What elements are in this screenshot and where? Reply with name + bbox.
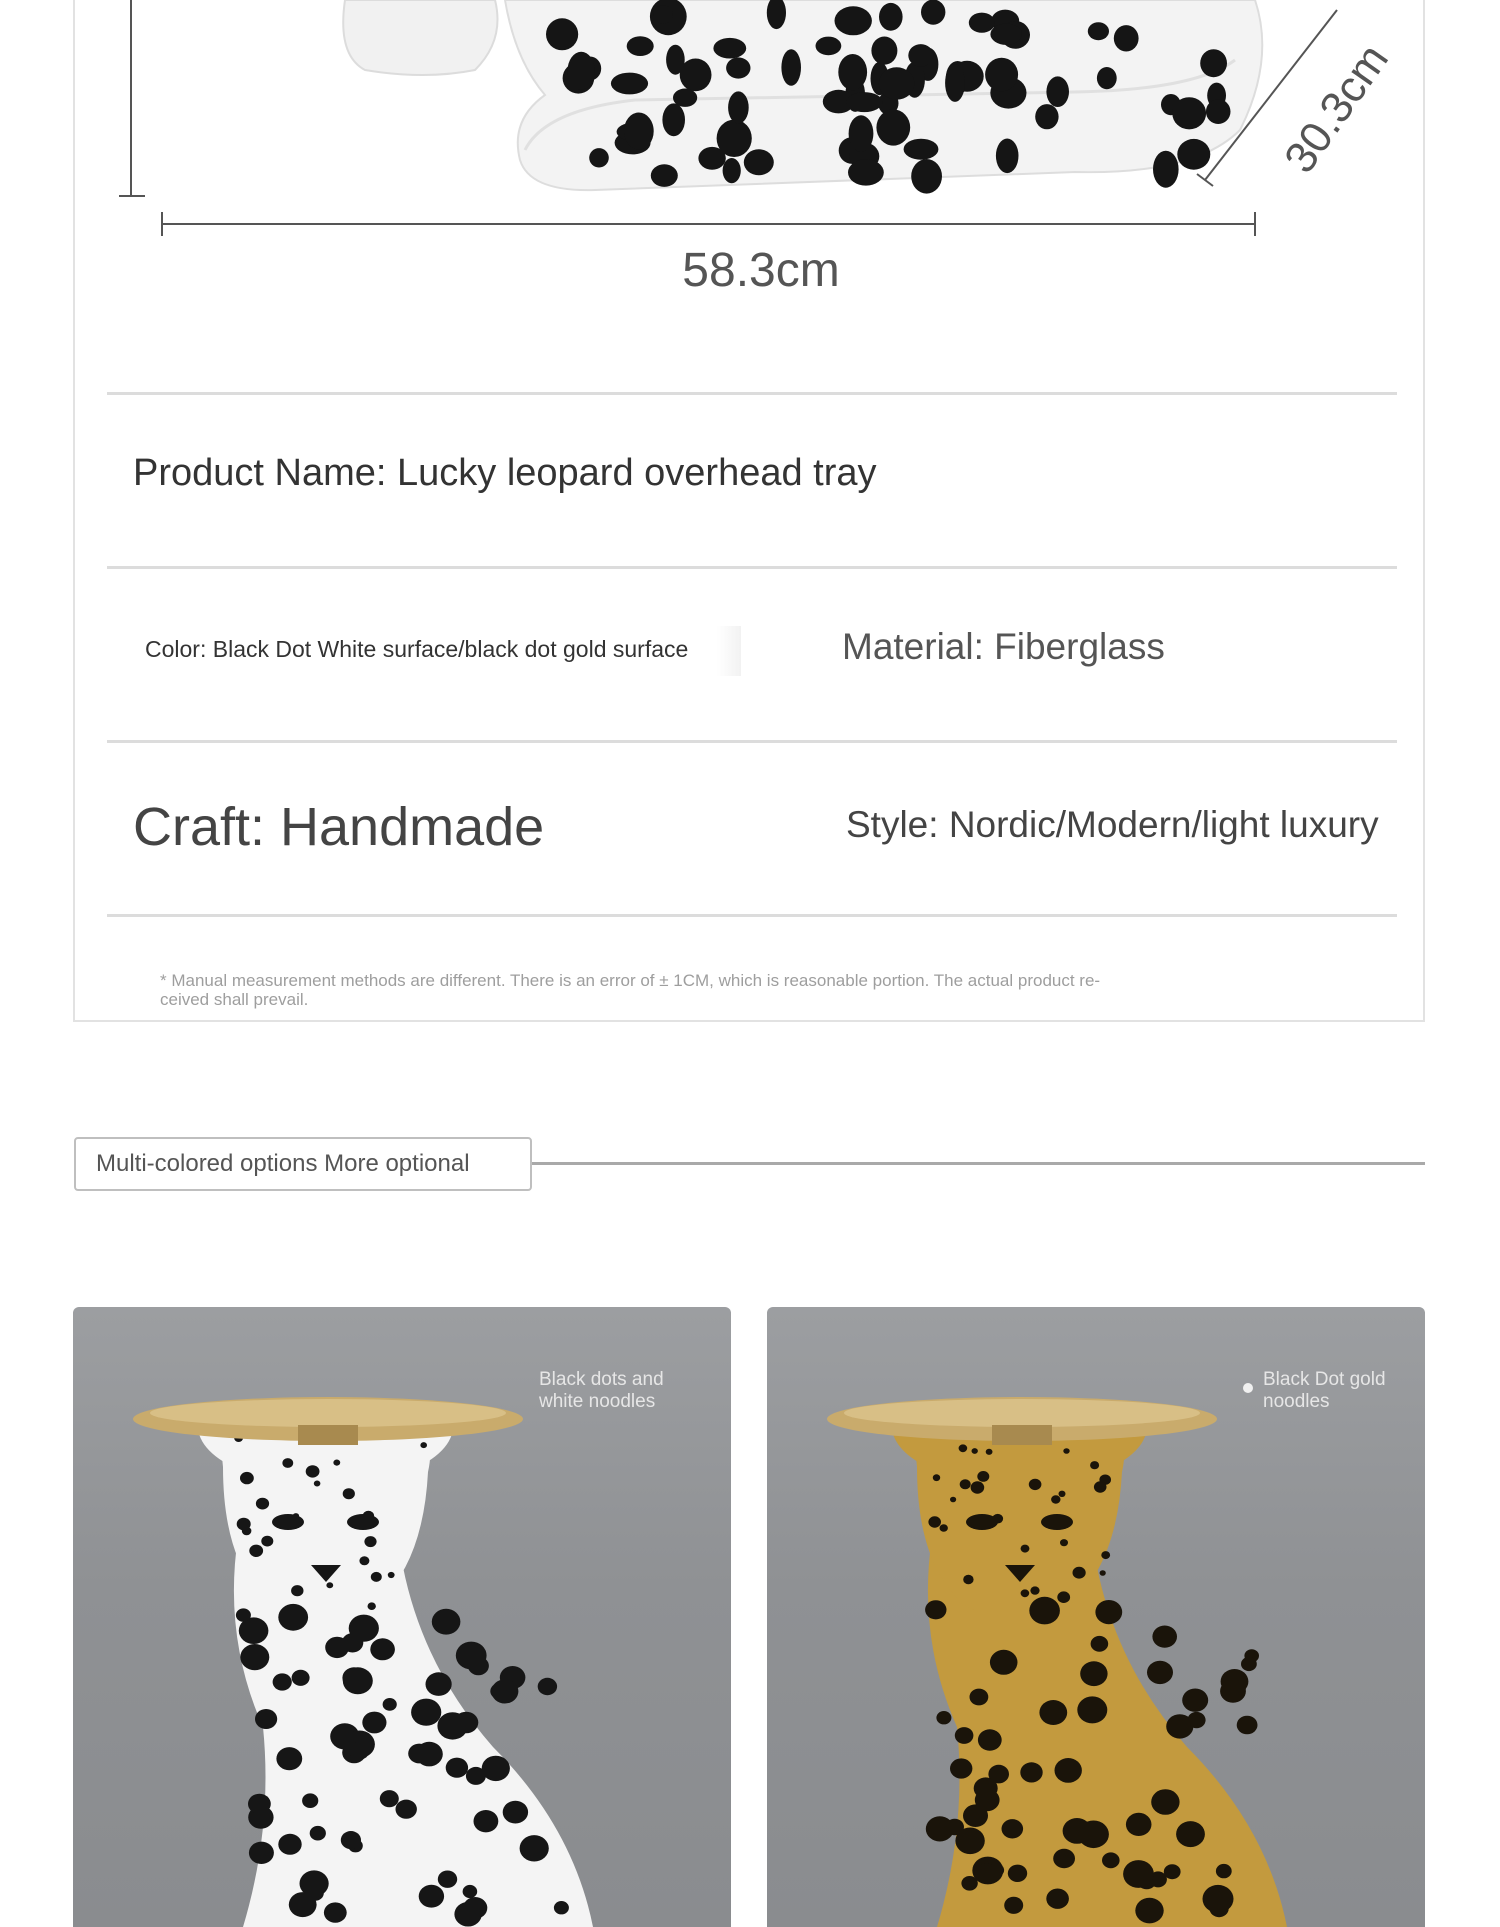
material-spec: Material: Fiberglass: [842, 626, 1165, 667]
spec-divider: [107, 914, 1397, 917]
spec-divider: [107, 740, 1397, 743]
dimension-diagram: [75, 0, 1427, 320]
section-divider-line: [532, 1162, 1425, 1165]
color-spec: Color: Black Dot White surface/black dot gold surface: [145, 636, 689, 662]
spec-divider: [107, 392, 1397, 395]
option-tile-gold[interactable]: [767, 1307, 1425, 1927]
style-spec: Style: Nordic/Modern/light luxury: [846, 804, 1379, 845]
product-name-spec: Product Name: Lucky leopard overhead tray: [133, 452, 877, 494]
depth-dimension-label: 30.3cm: [1275, 35, 1398, 182]
option-tile-white[interactable]: [73, 1307, 731, 1927]
option-label-white: Black dots and white noodles: [539, 1369, 664, 1412]
measurement-note-line1: * Manual measurement methods are different. There is an error of ± 1CM, which is reasonable portion. The actual product re-: [160, 971, 1101, 990]
measurement-note: [160, 971, 1100, 1009]
color-options-header: Multi-colored options More optional: [74, 1137, 532, 1191]
option-label-gold: Black Dot gold noodles: [1263, 1369, 1386, 1412]
option-indicator-dot-icon: [1243, 1383, 1253, 1393]
spec-divider: [107, 566, 1397, 569]
product-spec-card: [73, 0, 1425, 1022]
width-dimension-label: 58.3cm: [682, 244, 840, 297]
craft-spec: Craft: Handmade: [133, 797, 545, 857]
measurement-note-line2: ceived shall prevail.: [160, 990, 309, 1009]
lying-leopard-figure: [343, 0, 1262, 194]
